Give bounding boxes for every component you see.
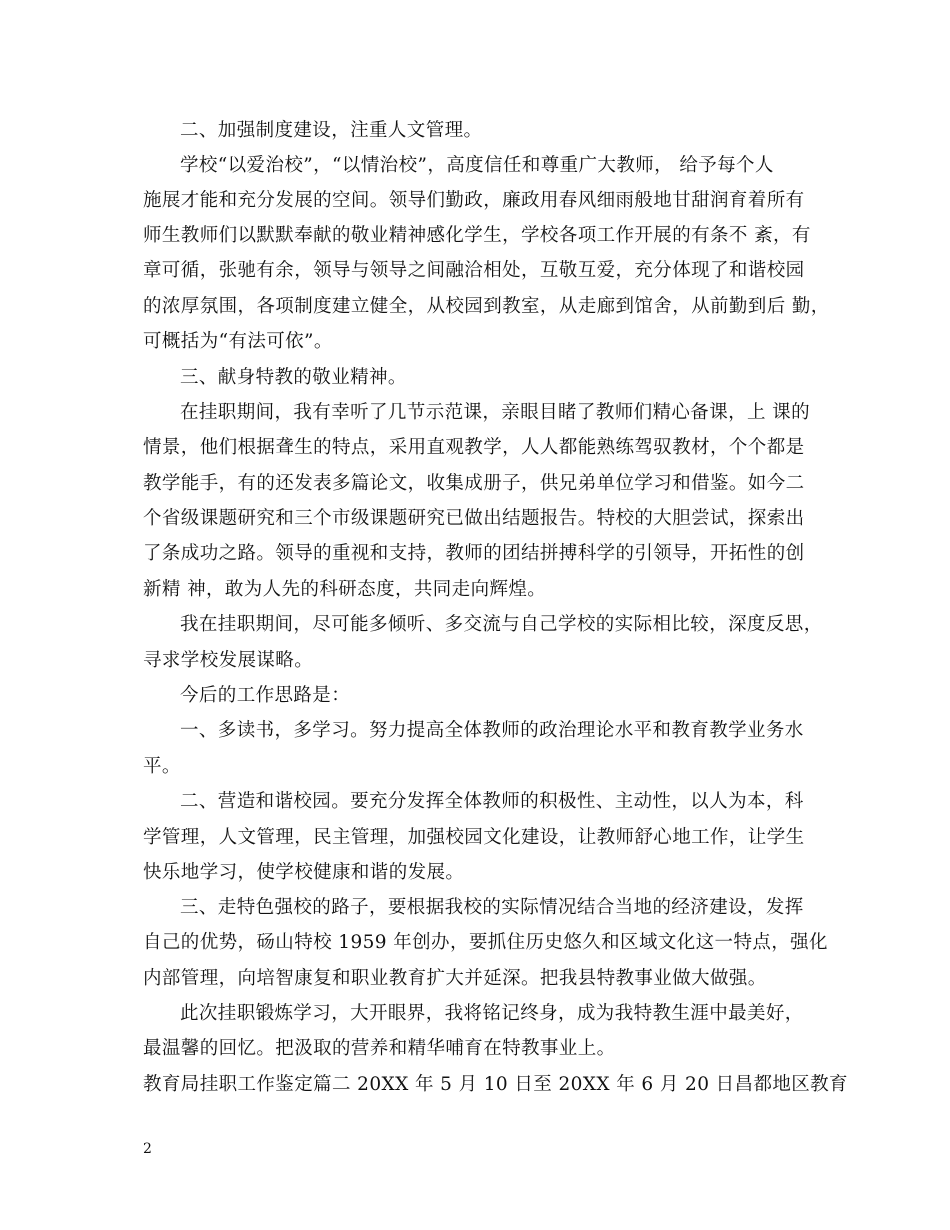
paragraph-line: 最温馨的回忆。把汲取的营养和精华哺育在特教事业上。 [143,1038,616,1059]
paragraph-line: 师生教师们以默默奉献的敬业精神感化学生，学校各项工作开展的有条不 紊，有 [143,225,811,246]
paragraph-line: 学校“以爱治校”，“以情治校”，高度信任和尊重广大教师， 给予每个人 [180,155,774,176]
list-item-line: 一、多读书，多学习。努力提高全体教师的政治理论水平和教育教学业务水 [180,720,804,741]
list-item-line: 自己的优势，砀山特校 1959 年创办，要抓住历史悠久和区域文化这一特点，强化 [143,932,828,953]
next-article-heading: 教育局挂职工作鉴定篇二 20XX 年 5 月 10 日至 20XX 年 6 月 20 日昌都地区教育 [143,1074,848,1095]
list-item-line: 内部管理，向培智康复和职业教育扩大并延深。把我县特教事业做大做强。 [143,968,767,989]
paragraph-line: 今后的工作思路是： [180,685,351,706]
paragraph-line: 施展才能和充分发展的空间。领导们勤政，廉政用春风细雨般地甘甜润育着所有 [143,190,805,211]
paragraph-line: 新精 神，敢为人先的科研态度，共同走向辉煌。 [143,579,547,600]
section-heading-2: 二、加强制度建设，注重人文管理。 [180,120,483,141]
list-item-line: 二、营造和谐校园。要充分发挥全体教师的积极性、主动性，以人为本，科 [180,791,804,812]
paragraph-line: 个省级课题研究和三个市级课题研究已做出结题报告。特校的大胆尝试，探索出 [143,508,805,529]
list-item-line: 学管理，人文管理，民主管理，加强校园文化建设，让教师舒心地工作，让学生 [143,827,805,848]
paragraph-line: 教学能手，有的还发表多篇论文，收集成册子，供兄弟单位学习和借鉴。如今二 [143,473,805,494]
list-item-line: 快乐地学习，使学校健康和谐的发展。 [143,862,465,883]
list-item-line: 三、走特色强校的路子，要根据我校的实际情况结合当地的经济建设，发挥 [180,897,804,918]
page-number: 2 [143,1141,152,1157]
section-heading-3: 三、献身特教的敬业精神。 [180,367,407,388]
list-item-line: 平。 [143,756,181,777]
paragraph-line: 情景，他们根据聋生的特点，采用直观教学，人人都能熟练驾驭教材，个个都是 [143,437,805,458]
paragraph-line: 寻求学校发展谋略。 [143,650,314,671]
paragraph-line: 了条成功之路。领导的重视和支持，教师的团结拼搏科学的引领导，开拓性的创 [143,543,805,564]
paragraph-line: 可概括为“有法可依”。 [143,331,333,352]
paragraph-line: 我在挂职期间，尽可能多倾听、多交流与自己学校的实际相比较，深度反思， [180,614,823,635]
paragraph-line: 章可循，张驰有余，领导与领导之间融洽相处，互敬互爱，充分体现了和谐校园 [143,260,805,281]
paragraph-line: 的浓厚氛围，各项制度建立健全，从校园到教室，从走廊到馆舍，从前勤到后 勤， [143,296,830,317]
paragraph-line: 此次挂职锻炼学习，大开眼界，我将铭记终身，成为我特教生涯中最美好， [180,1003,804,1024]
paragraph-line: 在挂职期间，我有幸听了几节示范课，亲眼目睹了教师们精心备课，上 课的 [180,402,810,423]
